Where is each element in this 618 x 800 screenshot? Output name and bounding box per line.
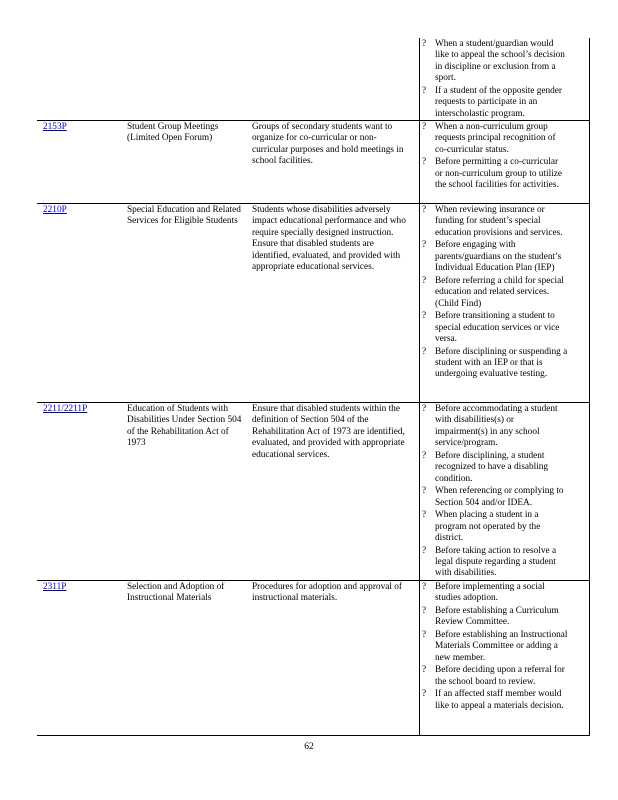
bullet-mark: ? bbox=[422, 122, 427, 132]
column-divider bbox=[419, 38, 420, 735]
when-text: If a student of the opposite gender requests to participate in an interscholastic program. bbox=[435, 85, 563, 119]
policy-link-2153p[interactable]: 2153P bbox=[43, 122, 67, 132]
when-item bbox=[422, 546, 568, 580]
bullet-mark: ? bbox=[422, 240, 427, 251]
bullet-mark: ? bbox=[422, 157, 427, 168]
bullet-mark: ? bbox=[422, 311, 427, 322]
when-to-use-cell bbox=[422, 404, 568, 581]
policy-title: Selection and Adoption of Instructional Materials bbox=[127, 582, 225, 604]
when-item bbox=[422, 510, 568, 544]
when-item bbox=[422, 347, 568, 381]
policy-link-2311p[interactable]: 2311P bbox=[43, 582, 67, 592]
when-text: Before deciding upon a referral for the school board to review. bbox=[435, 665, 565, 687]
when-item bbox=[422, 689, 568, 712]
when-item bbox=[422, 451, 568, 485]
when-text: Before disciplining, a student recognized to have a disabling condition. bbox=[435, 450, 549, 484]
when-item bbox=[422, 157, 568, 191]
when-item bbox=[422, 582, 568, 605]
bullet-mark: ? bbox=[422, 450, 427, 461]
row-divider bbox=[37, 402, 590, 403]
when-text: When referencing or complying to Section 504 and/or IDEA. bbox=[435, 486, 564, 508]
bullet-mark: ? bbox=[422, 486, 427, 497]
when-item bbox=[422, 311, 568, 345]
policy-code-cell bbox=[43, 122, 123, 133]
when-item bbox=[422, 122, 568, 156]
policy-link-2211[interactable]: 2211/2211P bbox=[43, 404, 88, 414]
when-item bbox=[422, 276, 568, 310]
when-text: Before establishing a Curriculum Review Committee. bbox=[435, 606, 559, 628]
policy-code-cell bbox=[43, 404, 123, 415]
bullet-mark: ? bbox=[422, 85, 427, 96]
when-item bbox=[422, 404, 568, 450]
bullet-mark: ? bbox=[422, 630, 427, 640]
when-text: Before accommodating a student with disabilities(s) or impairment(s) in any school service/program. bbox=[435, 404, 558, 449]
bullet-mark: ? bbox=[422, 404, 427, 414]
when-item bbox=[422, 240, 568, 274]
bullet-mark: ? bbox=[422, 346, 427, 357]
bullet-mark: ? bbox=[422, 275, 427, 286]
bullet-mark: ? bbox=[422, 545, 427, 556]
when-text: Before referring a child for special education and related services. (Child Find) bbox=[435, 275, 564, 309]
when-text: Before disciplining or suspending a student with an IEP or that is undergoing evaluative testing. bbox=[435, 346, 568, 380]
policy-description: Students whose disabilities adversely impact educational performance and who require specially designed instruction. Ensure that disabled students are identified, evaluated, and provided with appropriate educational services. bbox=[252, 205, 406, 273]
when-text: Before taking action to resolve a legal dispute regarding a student with disabilities. bbox=[435, 545, 557, 579]
when-text: When a student/guardian would like to appeal the school’s decision in discipline or exclusion from a sport. bbox=[435, 39, 565, 84]
table-bottom-border bbox=[37, 735, 590, 736]
when-to-use-cell bbox=[422, 582, 568, 713]
bullet-mark: ? bbox=[422, 689, 427, 700]
when-item bbox=[422, 630, 568, 664]
when-item bbox=[422, 606, 568, 629]
when-text: When placing a student in a program not operated by the district. bbox=[435, 510, 541, 544]
bullet-mark: ? bbox=[422, 606, 427, 616]
when-text: When a non-curriculum group requests principal recognition of co-curricular status. bbox=[435, 122, 556, 155]
when-to-use-cell bbox=[422, 122, 568, 193]
bullet-mark: ? bbox=[422, 39, 427, 49]
when-to-use-cell bbox=[422, 205, 568, 382]
policy-description: Groups of secondary students want to organize for co-curricular or non-curricular purposes and hold meetings in school facilities. bbox=[252, 122, 404, 167]
when-text: Before engaging with parents/guardians on the student’s Individual Education Plan (IEP) bbox=[435, 240, 562, 274]
when-text: Before permitting a co-curricular or non-curriculum group to utilize the school facilities for activities. bbox=[435, 157, 563, 191]
bullet-mark: ? bbox=[422, 582, 427, 592]
bullet-mark: ? bbox=[422, 205, 427, 215]
when-item bbox=[422, 86, 568, 120]
policy-title: Student Group Meetings (Limited Open Forum) bbox=[127, 122, 219, 144]
policy-description: Ensure that disabled students within the definition of Section 504 of the Rehabilitation Act of 1973 are identified, evaluated, and provided with appropriate educational services. bbox=[252, 404, 405, 460]
when-item bbox=[422, 39, 568, 85]
policy-description: Procedures for adoption and approval of instructional materials. bbox=[252, 582, 402, 604]
policy-code-cell bbox=[43, 205, 123, 216]
bullet-mark: ? bbox=[422, 510, 427, 521]
when-item bbox=[422, 205, 568, 239]
when-text: Before implementing a social studies adoption. bbox=[435, 582, 545, 604]
when-to-use-cell bbox=[422, 39, 568, 121]
when-text: When reviewing insurance or funding for student’s special education provisions and services. bbox=[435, 205, 563, 238]
table-right-border bbox=[589, 38, 590, 735]
when-item bbox=[422, 665, 568, 688]
when-text: Before transitioning a student to special education services or vice versa. bbox=[435, 311, 560, 345]
when-item bbox=[422, 486, 568, 509]
policy-title: Education of Students with Disabilities Under Section 504 of the Rehabilitation Act of 1973 bbox=[127, 404, 242, 449]
policy-link-2210p[interactable]: 2210P bbox=[43, 205, 67, 215]
policy-code-cell bbox=[43, 582, 123, 593]
policy-title: Special Education and Related Services for Eligible Students bbox=[127, 205, 241, 227]
when-text: Before establishing an Instructional Materials Committee or adding a new member. bbox=[435, 630, 568, 663]
bullet-mark: ? bbox=[422, 665, 427, 676]
when-text: If an affected staff member would like to appeal a materials decision. bbox=[435, 689, 564, 711]
page-number: 62 bbox=[304, 742, 314, 752]
row-divider bbox=[37, 203, 590, 204]
